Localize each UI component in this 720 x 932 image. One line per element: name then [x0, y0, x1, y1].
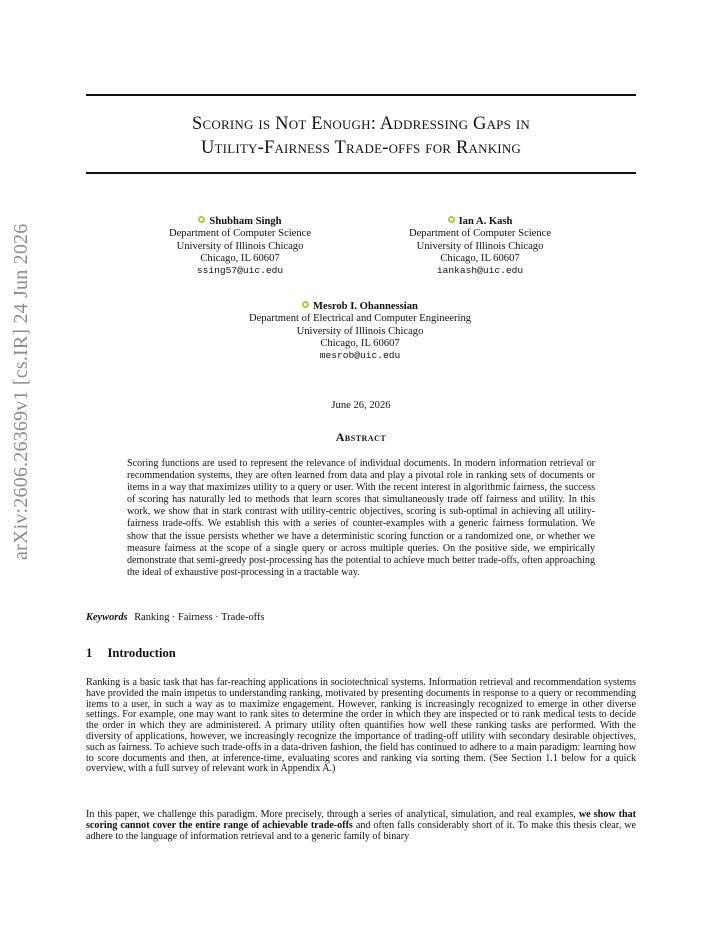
author-email[interactable]: ssing57@uic.edu	[196, 265, 284, 277]
abstract-heading: Abstract	[335, 430, 387, 444]
author-block	[385, 216, 575, 277]
orcid-icon[interactable]	[198, 216, 205, 223]
arxiv-identifier	[10, 223, 32, 580]
intro-p2-lead: In this paper, we challenge this paradigm. More precisely, through a series of analytical, simulation, and real examples,	[86, 809, 576, 820]
intro-p2-emphasis: we show that scoring cannot cover the entire range of achievable trade-offs	[86, 809, 636, 831]
author-university: University of Illinois Chicago	[416, 240, 544, 252]
author-city: Chicago, IL 60607	[200, 252, 280, 264]
intro-paragraph-2	[86, 810, 636, 842]
author-email[interactable]: mesrob@uic.edu	[319, 350, 401, 362]
author-department: Department of Computer Science	[408, 228, 552, 240]
author-university: University of Illinois Chicago	[176, 240, 304, 252]
author-department: Department of Computer Science	[168, 228, 312, 240]
author-city: Chicago, IL 60607	[320, 337, 400, 349]
section-heading	[86, 646, 176, 661]
author-name: Shubham Singh	[209, 216, 282, 227]
keywords	[86, 612, 636, 623]
title-top-rule	[86, 94, 636, 96]
author-name: Ian A. Kash	[458, 216, 513, 227]
arxiv-stamp-text: arXiv:2606.26369v1 [cs.IR] 24 Jun 2026	[10, 223, 32, 560]
orcid-icon[interactable]	[448, 216, 455, 223]
keywords-text: Ranking · Fairness · Trade-offs	[134, 612, 265, 623]
author-block	[210, 301, 510, 362]
author-city: Chicago, IL 60607	[440, 252, 520, 264]
keywords-label: Keywords	[86, 612, 128, 623]
title-line-1: Scoring is Not Enough: Addressing Gaps in	[192, 114, 530, 134]
author-university: University of Illinois Chicago	[296, 325, 424, 337]
title-line-2: Utility-Fairness Trade-offs for Ranking	[200, 138, 522, 158]
section-title: Introduction	[107, 646, 176, 660]
intro-paragraph-1: Ranking is a basic task that has far-reaching applications in sociotechnical systems. Information retrieval and recommendation systems have provided the main impetus to understanding ranking, motivated by presenting documents in response to a query or recommending items to a user, in such a way as to maximize engagement. However, ranking is increasingly recognized to emerge in other diverse settings. For example, one may want to rank sites to determine the order in which they are inspected or to rank medical tests to decide the order in which they are administered. A primary utility often quantifies how well these ranking tasks are performed. With the diversity of applications, however, we increasingly recognize the importance of trading-off utility with secondary desirable objectives, such as fairness. To achieve such trade-offs in a data-driven fashion, the field has continued to adhere to a main paradigm: learning how to score documents and then, at inference-time, evaluating scores and ranking via sorting them. (See Section 1.1 below for a quick overview, with a full survey of relevant work in Appendix A.)	[86, 677, 636, 775]
author-department: Department of Electrical and Computer Engineering	[248, 313, 472, 325]
paper-title	[86, 112, 636, 160]
title-bottom-rule	[86, 172, 636, 174]
intro-p2-tail: and often falls considerably short of it. To make this thesis clear, we adhere to the language of information retrieval and to a generic family of binary	[86, 819, 636, 842]
author-block	[145, 216, 335, 277]
paper-date: June 26, 2026	[331, 400, 391, 411]
author-email[interactable]: iankash@uic.edu	[436, 265, 524, 277]
author-name: Mesrob I. Ohannessian	[313, 301, 418, 312]
section-number: 1	[86, 646, 93, 660]
abstract-text: Scoring functions are used to represent the relevance of individual documents. In modern information retrieval or recommendation systems, they are often learned from data and play a pivotal role in ranking sets of documents or items in a way that maximizes utility to a query or user. With the recent interest in algorithmic fairness, the success of scoring has naturally led to methods that learn scores that simultaneously trade off fairness and utility. In this work, we show that in stark contrast with utility-centric objectives, scoring is sub-optimal in achieving all utility-fairness trade-offs. We establish this with a series of counter-examples with a generic fairness formulation. We show that the issue persists whether we have a deterministic scoring function or a randomized one, or whether we measure fairness at the scope of a single query or across multiple queries. On the positive side, we empirically demonstrate that semi-greedy post-processing has the potential to achieve much better trade-offs, often approaching the ideal of exhaustive post-processing in a tractable way.	[127, 458, 595, 578]
orcid-icon[interactable]	[302, 301, 309, 308]
